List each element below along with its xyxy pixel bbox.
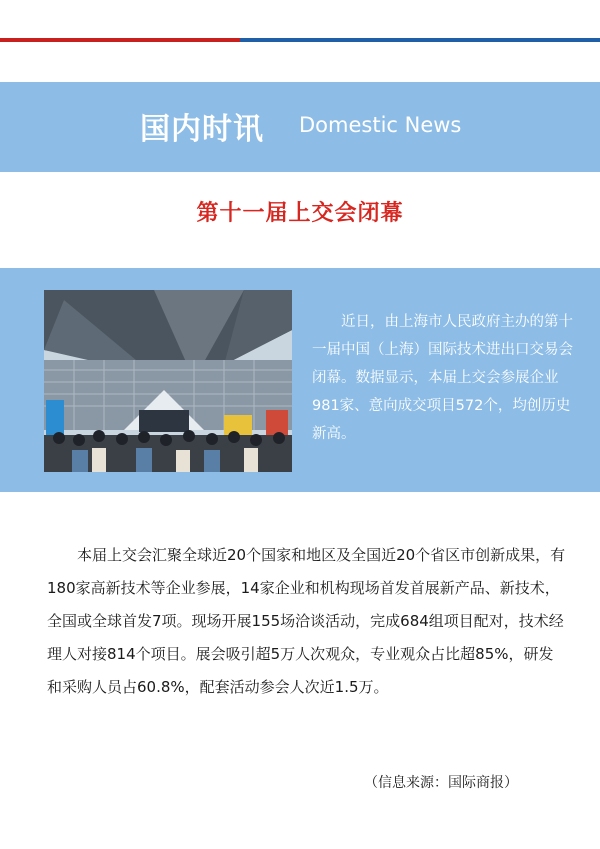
- source-credit: （信息来源：国际商报）: [364, 775, 518, 791]
- lead-paragraph: 近日，由上海市人民政府主办的第十一届中国（上海）国际技术进出口交易会闭幕。数据显示，本届上交会参展企业981家、意向成交项目572个，均创历史新高。: [312, 314, 573, 442]
- section-title-cn: 国内时讯: [140, 112, 264, 147]
- body-paragraph: 本届上交会汇聚全球近20个国家和地区及全国近20个省区市创新成果，有180家高新技术等企业参展，14家企业和机构现场首发首展新产品、新技术，全国或全球首发7项。现场开展155场洽谈活动，完成684组项目配对，技术经理人对接814个项目。展会吸引超5万人次观众，专业观众占比超85%，研发和采购人员占60.8%，配套活动参会人次近1.5万。: [47, 546, 566, 696]
- article-title: 第十一届上交会闭幕: [196, 201, 404, 226]
- top-rule-blue: [240, 38, 600, 42]
- top-rule-red: [0, 38, 240, 42]
- expo-photo: [44, 290, 292, 472]
- top-rule: [0, 38, 600, 42]
- section-title-en: Domestic News: [299, 113, 462, 137]
